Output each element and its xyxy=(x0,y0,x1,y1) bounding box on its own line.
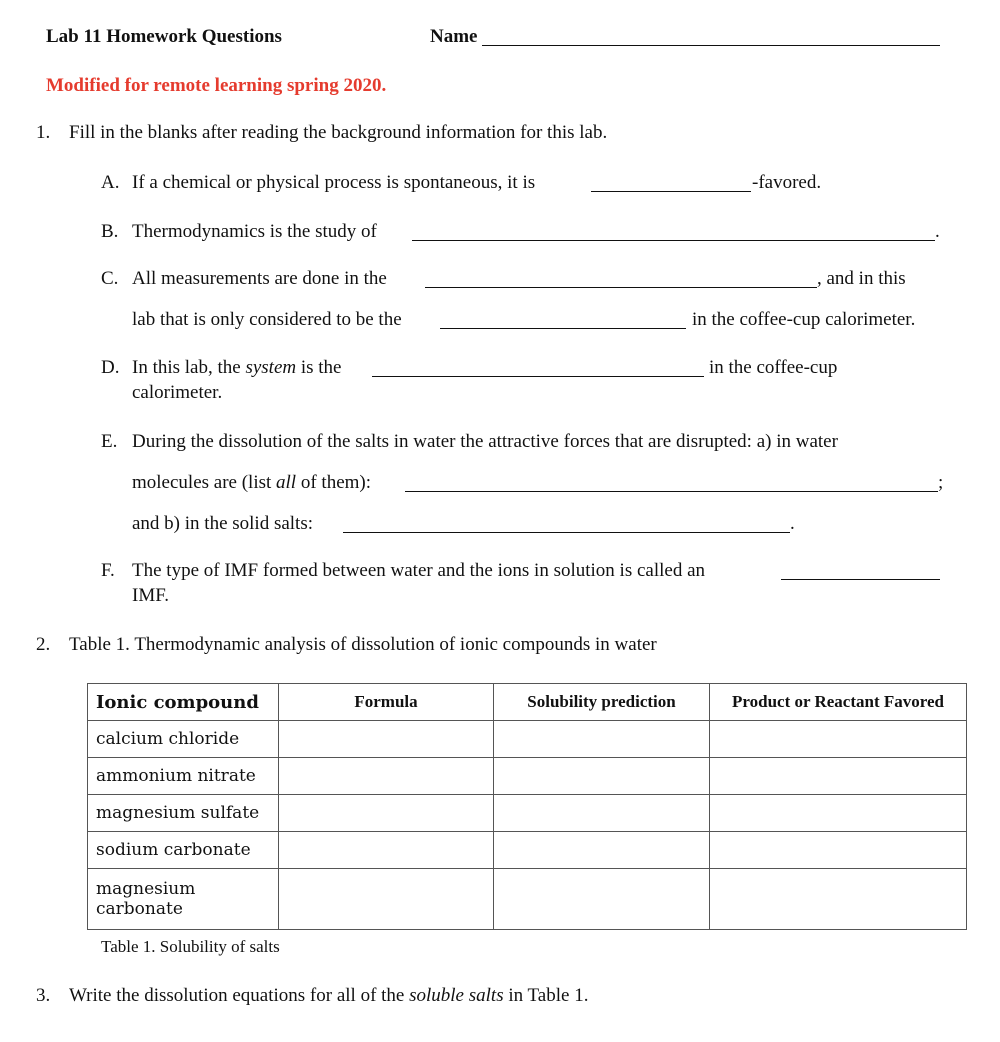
q1c-blank-2[interactable] xyxy=(440,328,686,329)
header-formula: Formula xyxy=(279,684,494,721)
q1b-blank[interactable] xyxy=(412,240,935,241)
q1e-text: During the dissolution of the salts in water the attractive forces that are disrupted: a) in water xyxy=(132,431,838,452)
q1d-line2: calorimeter. xyxy=(132,382,223,403)
q1e-letter: E. xyxy=(101,431,118,452)
table-row xyxy=(88,869,967,930)
compound-cell: magnesium sulfate xyxy=(88,795,279,832)
q1e-blank-2[interactable] xyxy=(343,532,790,533)
q1d-after: in the coffee-cup xyxy=(709,357,838,378)
favored-cell[interactable] xyxy=(710,758,967,795)
q1e-line3: and b) in the solid salts: xyxy=(132,513,314,534)
q1b-after: . xyxy=(935,221,940,242)
compound-cell: magnesium carbonate xyxy=(88,869,279,930)
formula-cell[interactable] xyxy=(279,869,494,930)
header-ionic-compound: Ionic compound xyxy=(88,684,279,721)
q1d-blank[interactable] xyxy=(372,376,704,377)
q1d-text: In this lab, the system is the xyxy=(132,357,342,378)
q1f-letter: F. xyxy=(101,560,115,581)
q1e-line2: molecules are (list all of them): xyxy=(132,472,372,493)
table-row xyxy=(88,795,967,832)
q1e-blank-1[interactable] xyxy=(405,491,938,492)
q1a-letter: A. xyxy=(101,172,120,193)
remote-learning-note: Modified for remote learning spring 2020. xyxy=(46,75,387,96)
q1c-after: , and in this xyxy=(817,268,906,289)
table-caption: Table 1. Solubility of salts xyxy=(101,937,280,956)
solubility-cell[interactable] xyxy=(494,795,710,832)
compound-cell: ammonium nitrate xyxy=(88,758,279,795)
formula-cell[interactable] xyxy=(279,758,494,795)
q3-number: 3. xyxy=(36,985,51,1006)
q2-text: Table 1. Thermodynamic analysis of dissolution of ionic compounds in water xyxy=(69,634,657,655)
q3-text: Write the dissolution equations for all of the soluble salts in Table 1. xyxy=(69,985,589,1006)
header-favored: Product or Reactant Favored xyxy=(710,684,967,721)
favored-cell[interactable] xyxy=(710,832,967,869)
solubility-table xyxy=(87,683,967,930)
q1c-letter: C. xyxy=(101,268,119,289)
q1c-line2: lab that is only considered to be the xyxy=(132,309,402,330)
q2-number: 2. xyxy=(36,634,51,655)
favored-cell[interactable] xyxy=(710,869,967,930)
name-label: Name xyxy=(430,26,478,47)
q1c-text: All measurements are done in the xyxy=(132,268,387,289)
solubility-cell[interactable] xyxy=(494,869,710,930)
page-title: Lab 11 Homework Questions xyxy=(46,26,282,47)
table-row xyxy=(88,758,967,795)
formula-cell[interactable] xyxy=(279,832,494,869)
compound-cell: sodium carbonate xyxy=(88,832,279,869)
q1-number: 1. xyxy=(36,122,51,143)
q1a-text: If a chemical or physical process is spontaneous, it is xyxy=(132,172,536,193)
favored-cell[interactable] xyxy=(710,795,967,832)
q1f-line2: IMF. xyxy=(132,585,170,606)
formula-cell[interactable] xyxy=(279,795,494,832)
formula-cell[interactable] xyxy=(279,721,494,758)
header-solubility-prediction: Solubility prediction xyxy=(494,684,710,721)
q1f-blank[interactable] xyxy=(781,579,940,580)
q1-text: Fill in the blanks after reading the background information for this lab. xyxy=(69,122,608,143)
compound-cell: calcium chloride xyxy=(88,721,279,758)
q1f-text: The type of IMF formed between water and the ions in solution is called an xyxy=(132,560,706,581)
q1d-letter: D. xyxy=(101,357,120,378)
solubility-cell[interactable] xyxy=(494,721,710,758)
q1b-letter: B. xyxy=(101,221,119,242)
q1e-line3-after: . xyxy=(790,513,795,534)
table-row xyxy=(88,721,967,758)
q1a-blank[interactable] xyxy=(591,191,751,192)
name-field[interactable] xyxy=(482,45,940,46)
table-header-row xyxy=(88,684,967,721)
q1c-blank-1[interactable] xyxy=(425,287,817,288)
solubility-cell[interactable] xyxy=(494,758,710,795)
table-row xyxy=(88,832,967,869)
favored-cell[interactable] xyxy=(710,721,967,758)
q1a-after: -favored. xyxy=(752,172,822,193)
q1b-text: Thermodynamics is the study of xyxy=(132,221,377,242)
q1e-line2-after: ; xyxy=(938,472,944,493)
solubility-cell[interactable] xyxy=(494,832,710,869)
q1c-line2-after: in the coffee-cup calorimeter. xyxy=(692,309,916,330)
